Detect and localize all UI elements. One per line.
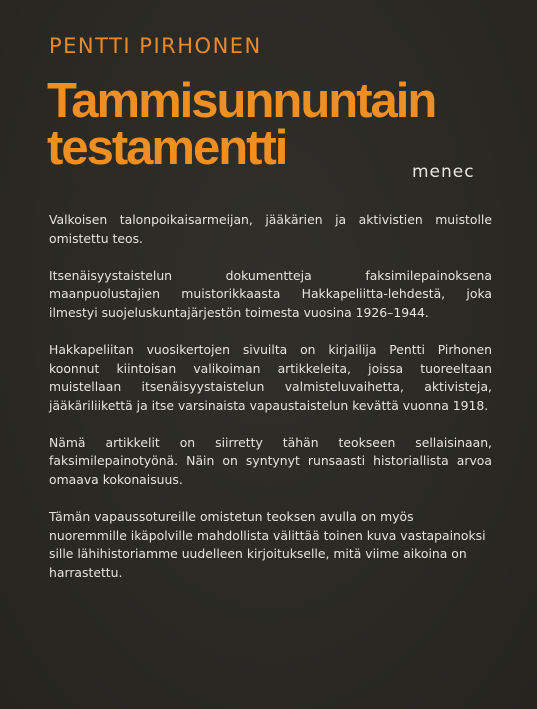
book-title xyxy=(47,74,436,175)
book-title-line-1: Tammisunnuntain xyxy=(47,74,436,128)
blurb-paragraph-3: Hakkapeliitan vuosikertojen sivuilta on kirjailija Pentti Pirhonen koonnut kiintoisan valikoiman artikkeleita, joissa tuoreeltaan muistellaan itsenäisyystaistelun valmisteluvaihetta, aktivisteja, jääkäriliikettä ja itse varsinaista vapaustaistelun kevättä vuonna 1918. xyxy=(49,341,492,413)
publisher-logo: menec xyxy=(412,162,475,182)
blurb-paragraph-4: Nämä artikkelit on siirretty tähän teokseen sellaisinaan, faksimilepainotyönä. Näin on syntynyt runsaasti historiallista arvoa omaava kokonaisuus. xyxy=(49,434,492,488)
blurb-text xyxy=(49,211,492,583)
book-title-line-2: testamentti xyxy=(47,121,287,175)
blurb-paragraph-5: Tämän vapaussotureille omistetun teoksen avulla on myös nuoremmille ikäpolville mahdollista välittää toinen kuva vastapainoksi sille lähihistoriamme uudelleen kirjoitukselle, mitä viime aikoina on harrastettu. xyxy=(49,509,486,580)
blurb-paragraph-1: Valkoisen talonpoikaisarmeijan, jääkärien ja aktivistien muistolle omistettu teos. xyxy=(49,212,492,246)
author-name: PENTTI PIRHONEN xyxy=(49,34,262,58)
blurb-paragraph-2: Itsenäisyystaistelun dokumentteja faksimilepainoksena maanpuolustajien muistorikkaasta Hakkapeliitta-lehdestä, joka ilmestyi suojeluskuntajärjestön toimesta vuosina 1926–1944. xyxy=(49,267,492,320)
